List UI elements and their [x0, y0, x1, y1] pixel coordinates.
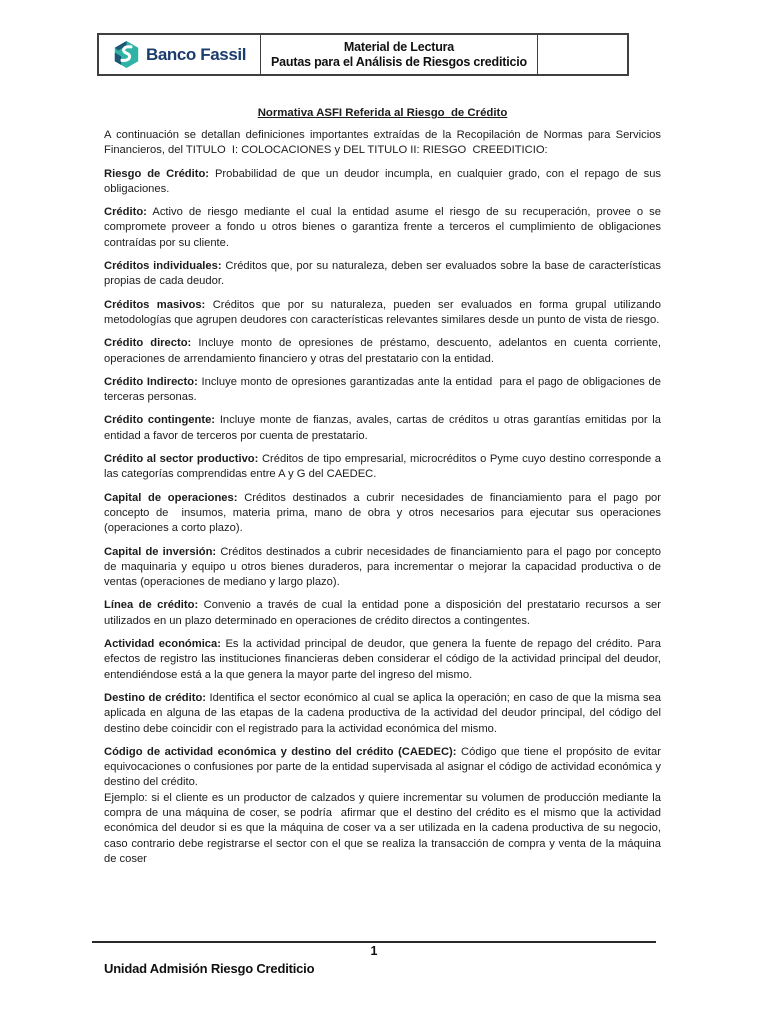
paragraph [104, 691, 665, 737]
paragraph-text: Identifica el sector económico al cual se aplica la operación; en caso de que la misma sea aplicada en alguna de las etapas de la cadena productiva de la actividad del deudor principal, del código del destino debe coincidir con el registrado para la actividad económica del mismo. [104, 691, 665, 735]
paragraph [104, 259, 665, 290]
paragraph-text: Activo de riesgo mediante el cual la entidad asume el riesgo de su recuperación, provee o se compromete proveer a fondo u otros bienes o garantiza frente a terceros el cumplimiento de obligaciones contraídas por su cliente. [104, 206, 665, 249]
paragraph [104, 637, 665, 683]
paragraph-lead-term: Línea de crédito: [104, 599, 199, 612]
footer-unit-label: Unidad Admisión Riesgo Crediticio [104, 961, 315, 976]
paragraph-text: Créditos que, por su naturaleza, deben ser evaluados sobre la base de características propias de cada deudor. [104, 260, 665, 288]
paragraph-lead-term: Código de actividad económica y destino del crédito (CAEDEC): [104, 745, 457, 758]
paragraph-text: Créditos destinados a cubrir necesidades de financiamiento para el pago por concepto de maquinaria y equipo u otros bienes duraderos, para incrementar o mejorar la capacidad productiva o de ventas (operaciones de mediano y largo plazo). [104, 545, 665, 589]
paragraph-lead-term: Riesgo de Crédito: [104, 167, 210, 180]
header-title-cell [261, 35, 538, 74]
paragraph-lead-term: Crédito: [104, 206, 147, 219]
header-doc-subject: Pautas para el Análisis de Riesgos crediticio [271, 54, 527, 69]
header-logo-cell [99, 35, 261, 74]
paragraph-lead-term: Capital de operaciones: [104, 491, 238, 504]
paragraph [104, 336, 665, 367]
paragraph-text: Créditos de tipo empresarial, microcréditos o Pyme cuyo destino corresponde a las categorías comprendidas entre A y G del CAEDEC. [104, 453, 665, 481]
document-title: Normativa ASFI Referida al Riesgo de Crédito [257, 107, 508, 119]
paragraph [104, 452, 665, 483]
paragraph-text: Código que tiene el propósito de evitar equivocaciones o confusiones por parte de la entidad supervisada al asignar el código de actividad económica y destino del crédito. [104, 745, 665, 789]
paragraph [104, 491, 665, 537]
paragraph [104, 598, 665, 629]
paragraph-lead-term: Crédito directo: [104, 337, 192, 350]
footer-rule [92, 941, 656, 943]
paragraph-text-continuation: Ejemplo: si el cliente es un productor de calzados y quiere incrementar su volumen de producción mediante la compra de una máquina de coser, se podría afirmar que el destino del crédito es el mismo que la actividad económica del deudor si es que la máquina de coser va a ser utilizada en la cadena productiva de su negocio, caso contrario debe registrarse el sector con el que se realiza la transacción de compra y venta de la máquina de coser [104, 791, 665, 865]
paragraph-text: Incluye monte de fianzas, avales, cartas de créditos u otras garantías emitidas por la entidad a favor de terceros por cuenta de prestatario. [104, 414, 665, 442]
paragraph-text: Probabilidad de que un deudor incumpla, en cualquier grado, con el repago de sus obligaciones. [104, 167, 665, 195]
paragraph-lead-term: Créditos masivos: [104, 298, 206, 311]
paragraph-lead-term: Créditos individuales: [104, 260, 222, 273]
banco-fassil-logo-icon [113, 40, 140, 69]
paragraph-text: Incluye monto de opresiones de préstamo, descuento, adelantos en cuenta corriente, operaciones de arrendamiento financiero y otras del prestatario con la entidad. [104, 337, 665, 365]
paragraph-text: Es la actividad principal de deudor, que genera la fuente de repago del crédito. Para efectos de registro las instituciones financieras deben considerar el código de la actividad principal del deudor, entendiéndose está a la que genera la mayor parte del ingreso del mismo. [104, 638, 665, 681]
paragraph-lead-term: Crédito contingente: [104, 414, 216, 427]
paragraph-lead-term: Actividad económica: [104, 638, 221, 651]
paragraph-text: Incluye monto de opresiones garantizadas ante la entidad para el pago de obligaciones de terceras personas. [104, 375, 665, 404]
paragraph-lead-term: Crédito al sector productivo: [104, 453, 259, 466]
paragraph-text: Créditos destinados a cubrir necesidades de financiamiento para el pago por concepto de insumos, materia prima, mano de obra y otros necesarios para ejecutar sus operaciones (operaciones a corto plazo). [104, 491, 665, 535]
paragraph-lead-term: Crédito Indirecto: [104, 375, 198, 388]
paragraph-text: Créditos que por su naturaleza, pueden ser evaluados en forma grupal utilizando metodologías que agrupen deudores con características relevantes similares desde un punto de vista de riesgo. [104, 298, 665, 326]
paragraph [104, 298, 665, 329]
paragraph [104, 167, 665, 198]
paragraph-lead-term: Destino de crédito: [104, 691, 207, 704]
paragraph [104, 413, 665, 444]
document-content [104, 107, 665, 875]
header-doc-type: Material de Lectura [343, 39, 455, 54]
document-body [104, 128, 665, 867]
paragraph [104, 375, 665, 406]
header-empty-cell [538, 35, 627, 74]
header-table [97, 33, 629, 76]
paragraph [104, 545, 665, 591]
paragraph-lead-term: Capital de inversión: [104, 545, 217, 558]
paragraph [104, 745, 665, 867]
page-number: 1 [370, 944, 378, 958]
paragraph [104, 205, 665, 251]
banco-fassil-logo-text: Banco Fassil [145, 44, 247, 64]
paragraph [104, 128, 665, 159]
paragraph-text: A continuación se detallan definiciones importantes extraídas de la Recopilación de Normas para Servicios Financieros, del TITULO I: COLOCACIONES y DEL TITULO II: RIESGO CREEDITICIO: [104, 129, 665, 157]
paragraph-text: Convenio a través de cual la entidad pone a disposición del prestatario recursos a ser utilizados en un plazo determinado en operaciones de crédito directos a contingentes. [104, 599, 665, 627]
